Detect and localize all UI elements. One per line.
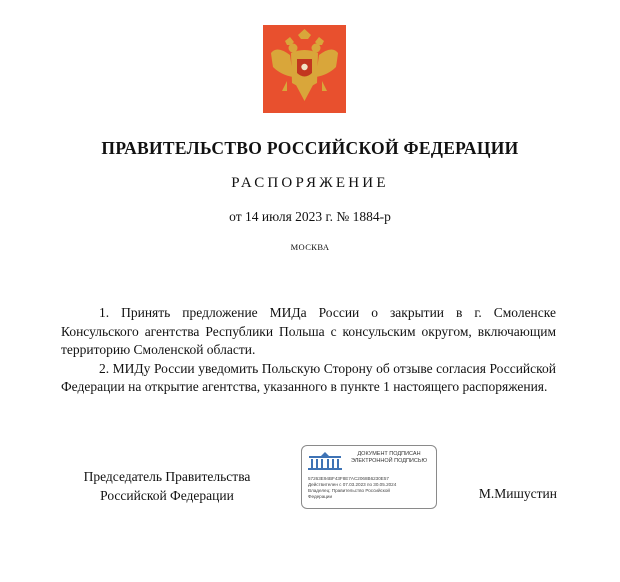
government-building-icon (307, 452, 343, 472)
stamp-details (308, 476, 434, 500)
stamp-title-line-1: ДОКУМЕНТ ПОДПИСАН (357, 451, 421, 457)
stamp-owner-line-2: Федерации (308, 494, 333, 499)
signatory-position-line-2: Российской Федерации (100, 487, 234, 503)
signatory-name: М.Мишустин (478, 486, 557, 501)
document-city: МОСКВА (290, 242, 330, 252)
stamp-owner-line-1: Владелец: Правительство Российской (308, 488, 390, 493)
order-body (61, 304, 556, 397)
stamp-title (344, 451, 434, 465)
order-paragraph-2: 2. МИДу России уведомить Польскую Сторону об отзыве согласия Российской Федерации на открытие агентства, указанного в пункте 1 настоящего распоряжения. (61, 360, 556, 394)
stamp-validity: Действителен с 07.03.2023 по 30.05.2024 (308, 482, 397, 487)
government-title: ПРАВИТЕЛЬСТВО РОССИЙСКОЙ ФЕДЕРАЦИИ (101, 138, 519, 158)
stamp-title-line-2: ЭЛЕКТРОННОЙ ПОДПИСЬЮ (350, 458, 428, 464)
document-date-number: от 14 июля 2023 г. № 1884-р (229, 209, 391, 224)
signatory-position-line-1: Председатель Правительства (83, 469, 251, 484)
document-type: РАСПОРЯЖЕНИЕ (231, 175, 389, 191)
order-paragraph-1: 1. Принять предложение МИДа России о закрытии в г. Смоленске Консульского агентства Республики Польша с консульским округом, включающим территорию Смоленской области. (61, 305, 556, 357)
stamp-certificate: 57263E94BF43F8E7AC2068B6230E57 (308, 476, 389, 481)
electronic-signature-stamp (301, 445, 437, 509)
coat-of-arms-emblem (263, 25, 346, 113)
signatory-position (62, 468, 272, 505)
